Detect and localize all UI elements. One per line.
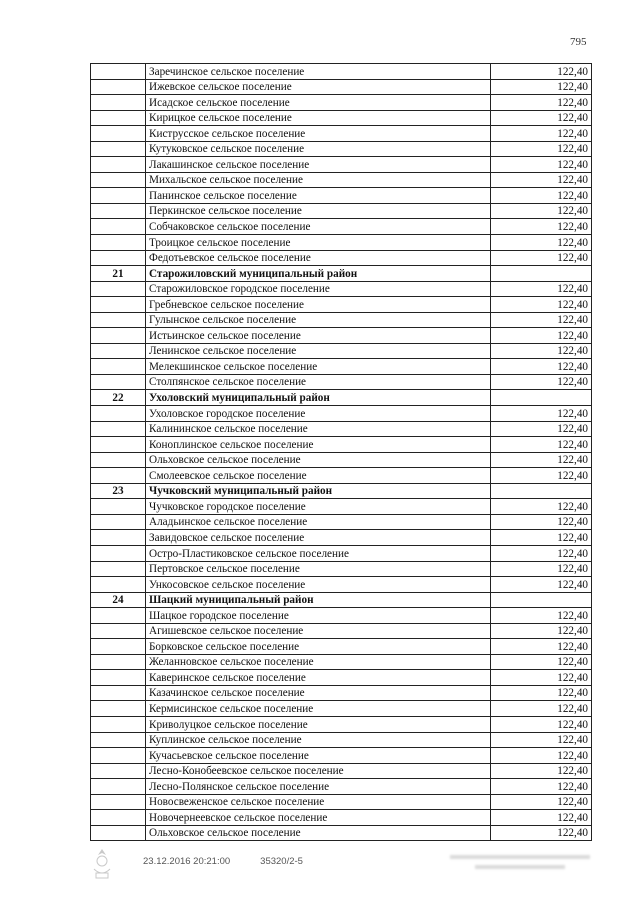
table-row: [91, 545, 592, 561]
settlement-value: 122,40: [491, 577, 592, 593]
settlement-name: Столпянское сельское поселение: [146, 374, 491, 390]
settlement-name: Истьинское сельское поселение: [146, 328, 491, 344]
row-number: [91, 79, 146, 95]
row-number: [91, 328, 146, 344]
settlement-value: 122,40: [491, 343, 592, 359]
settlement-value: 122,40: [491, 172, 592, 188]
row-number: [91, 577, 146, 593]
settlement-name: Куплинское сельское поселение: [146, 732, 491, 748]
row-number: [91, 452, 146, 468]
table-row: [91, 374, 592, 390]
settlement-name: Лесно-Полянское сельское поселение: [146, 779, 491, 795]
settlements-table: [90, 63, 592, 841]
settlement-name: Ольховское сельское поселение: [146, 452, 491, 468]
settlement-value: 122,40: [491, 685, 592, 701]
row-number: [91, 172, 146, 188]
row-number: [91, 608, 146, 624]
settlement-name: Калининское сельское поселение: [146, 421, 491, 437]
table-row: [91, 157, 592, 173]
settlement-name: Ижевское сельское поселение: [146, 79, 491, 95]
settlement-value: 122,40: [491, 623, 592, 639]
row-number: [91, 530, 146, 546]
settlement-value: 122,40: [491, 670, 592, 686]
watermark: [450, 852, 590, 874]
footer-doc-code: 35320/2-5: [260, 856, 303, 867]
table-row: [91, 437, 592, 453]
settlement-value: 122,40: [491, 64, 592, 80]
row-number: [91, 623, 146, 639]
table-row: [91, 297, 592, 313]
settlement-name: Старожиловское городское поселение: [146, 281, 491, 297]
table-row: [91, 748, 592, 764]
settlement-value: [491, 390, 592, 406]
settlement-value: 122,40: [491, 126, 592, 142]
row-number: [91, 468, 146, 484]
table-row: [91, 794, 592, 810]
row-number: 21: [91, 266, 146, 282]
settlement-value: 122,40: [491, 639, 592, 655]
table-row: [91, 499, 592, 515]
settlement-name: Каверинское сельское поселение: [146, 670, 491, 686]
settlement-name: Лакашинское сельское поселение: [146, 157, 491, 173]
row-number: [91, 670, 146, 686]
settlement-name: Криволуцкое сельское поселение: [146, 716, 491, 732]
row-number: [91, 716, 146, 732]
settlement-value: 122,40: [491, 545, 592, 561]
row-number: [91, 779, 146, 795]
settlement-name: Ухоловский муниципальный район: [146, 390, 491, 406]
row-number: 22: [91, 390, 146, 406]
settlement-value: 122,40: [491, 437, 592, 453]
table-row: [91, 685, 592, 701]
settlement-name: Новочернеевское сельское поселение: [146, 810, 491, 826]
district-row: [91, 266, 592, 282]
settlement-name: Смолеевское сельское поселение: [146, 468, 491, 484]
settlement-name: Кучасьевское сельское поселение: [146, 748, 491, 764]
settlement-value: 122,40: [491, 530, 592, 546]
settlement-value: 122,40: [491, 810, 592, 826]
table-row: [91, 763, 592, 779]
settlement-value: 122,40: [491, 312, 592, 328]
settlement-name: Новосвеженское сельское поселение: [146, 794, 491, 810]
settlement-value: 122,40: [491, 452, 592, 468]
table-row: [91, 312, 592, 328]
settlement-name: Федотьевское сельское поселение: [146, 250, 491, 266]
row-number: [91, 281, 146, 297]
settlement-value: 122,40: [491, 514, 592, 530]
row-number: [91, 359, 146, 375]
table-row: [91, 203, 592, 219]
table-row: [91, 561, 592, 577]
row-number: [91, 235, 146, 251]
row-number: 23: [91, 483, 146, 499]
settlement-name: Панинское сельское поселение: [146, 188, 491, 204]
settlement-value: 122,40: [491, 188, 592, 204]
row-number: [91, 654, 146, 670]
page-number: 795: [570, 36, 587, 48]
settlement-value: 122,40: [491, 794, 592, 810]
settlement-name: Шацкий муниципальный район: [146, 592, 491, 608]
row-number: [91, 685, 146, 701]
row-number: [91, 748, 146, 764]
settlement-name: Желанновское сельское поселение: [146, 654, 491, 670]
footer: [143, 856, 303, 867]
row-number: [91, 639, 146, 655]
settlement-name: Михальское сельское поселение: [146, 172, 491, 188]
table-row: [91, 95, 592, 111]
row-number: [91, 437, 146, 453]
table-row: [91, 64, 592, 80]
footer-timestamp: 23.12.2016 20:21:00: [143, 856, 231, 867]
table-row: [91, 825, 592, 841]
settlement-name: Троицкое сельское поселение: [146, 235, 491, 251]
row-number: [91, 141, 146, 157]
table-row: [91, 188, 592, 204]
settlement-value: 122,40: [491, 406, 592, 422]
settlement-value: 122,40: [491, 141, 592, 157]
settlement-name: Собчаковское сельское поселение: [146, 219, 491, 235]
settlement-value: 122,40: [491, 701, 592, 717]
table-row: [91, 716, 592, 732]
settlement-value: 122,40: [491, 561, 592, 577]
table-row: [91, 110, 592, 126]
table-row: [91, 701, 592, 717]
settlement-name: Заречинское сельское поселение: [146, 64, 491, 80]
row-number: [91, 421, 146, 437]
table-row: [91, 468, 592, 484]
settlement-value: 122,40: [491, 421, 592, 437]
table-row: [91, 281, 592, 297]
table-row: [91, 328, 592, 344]
settlement-value: 122,40: [491, 95, 592, 111]
table-row: [91, 421, 592, 437]
row-number: [91, 406, 146, 422]
table-row: [91, 406, 592, 422]
row-number: [91, 794, 146, 810]
row-number: [91, 95, 146, 111]
settlement-name: Киструсское сельское поселение: [146, 126, 491, 142]
table-row: [91, 452, 592, 468]
table-row: [91, 219, 592, 235]
settlement-name: Кутуковское сельское поселение: [146, 141, 491, 157]
table-row: [91, 530, 592, 546]
table-row: [91, 126, 592, 142]
table-row: [91, 779, 592, 795]
settlement-value: 122,40: [491, 219, 592, 235]
settlement-value: 122,40: [491, 825, 592, 841]
settlement-value: 122,40: [491, 716, 592, 732]
row-number: [91, 499, 146, 515]
table-row: [91, 250, 592, 266]
table-row: [91, 172, 592, 188]
table-row: [91, 514, 592, 530]
row-number: [91, 514, 146, 530]
settlement-name: Мелекшинское сельское поселение: [146, 359, 491, 375]
settlement-name: Лесно-Конобеевское сельское поселение: [146, 763, 491, 779]
table-row: [91, 639, 592, 655]
table-row: [91, 577, 592, 593]
settlement-value: 122,40: [491, 779, 592, 795]
table-row: [91, 141, 592, 157]
settlement-value: 122,40: [491, 763, 592, 779]
table-row: [91, 810, 592, 826]
row-number: [91, 825, 146, 841]
row-number: [91, 374, 146, 390]
table-row: [91, 343, 592, 359]
settlement-name: Шацкое городское поселение: [146, 608, 491, 624]
settlement-value: [491, 592, 592, 608]
row-number: [91, 188, 146, 204]
settlement-value: 122,40: [491, 297, 592, 313]
district-row: [91, 592, 592, 608]
emblem-icon: [88, 847, 116, 881]
table-body: [91, 64, 592, 841]
row-number: [91, 732, 146, 748]
settlement-value: 122,40: [491, 328, 592, 344]
settlement-value: 122,40: [491, 608, 592, 624]
settlement-name: Гребневское сельское поселение: [146, 297, 491, 313]
table-row: [91, 623, 592, 639]
row-number: [91, 219, 146, 235]
settlement-name: Гулынское сельское поселение: [146, 312, 491, 328]
settlement-name: Пертовское сельское поселение: [146, 561, 491, 577]
table-row: [91, 670, 592, 686]
settlement-value: 122,40: [491, 281, 592, 297]
settlement-value: [491, 483, 592, 499]
settlement-name: Чучковский муниципальный район: [146, 483, 491, 499]
settlement-value: 122,40: [491, 110, 592, 126]
table-row: [91, 359, 592, 375]
row-number: 24: [91, 592, 146, 608]
row-number: [91, 312, 146, 328]
settlement-name: Исадское сельское поселение: [146, 95, 491, 111]
table-row: [91, 732, 592, 748]
settlement-value: 122,40: [491, 732, 592, 748]
table-row: [91, 654, 592, 670]
settlement-name: Ункосовское сельское поселение: [146, 577, 491, 593]
row-number: [91, 126, 146, 142]
settlement-value: 122,40: [491, 203, 592, 219]
settlement-name: Завидовское сельское поселение: [146, 530, 491, 546]
settlement-value: 122,40: [491, 235, 592, 251]
settlement-name: Перкинское сельское поселение: [146, 203, 491, 219]
settlement-name: Казачинское сельское поселение: [146, 685, 491, 701]
settlement-name: Ухоловское городское поселение: [146, 406, 491, 422]
settlement-name: Ленинское сельское поселение: [146, 343, 491, 359]
settlement-value: [491, 266, 592, 282]
settlement-name: Старожиловский муниципальный район: [146, 266, 491, 282]
settlement-name: Борковское сельское поселение: [146, 639, 491, 655]
settlement-value: 122,40: [491, 157, 592, 173]
settlement-name: Аладьинское сельское поселение: [146, 514, 491, 530]
settlement-name: Остро-Пластиковское сельское поселение: [146, 545, 491, 561]
row-number: [91, 297, 146, 313]
table-row: [91, 608, 592, 624]
settlement-value: 122,40: [491, 250, 592, 266]
row-number: [91, 157, 146, 173]
settlement-name: Кирицкое сельское поселение: [146, 110, 491, 126]
row-number: [91, 701, 146, 717]
row-number: [91, 545, 146, 561]
row-number: [91, 343, 146, 359]
district-row: [91, 483, 592, 499]
settlement-name: Ольховское сельское поселение: [146, 825, 491, 841]
table-row: [91, 79, 592, 95]
row-number: [91, 110, 146, 126]
settlement-value: 122,40: [491, 374, 592, 390]
row-number: [91, 64, 146, 80]
settlement-name: Чучковское городское поселение: [146, 499, 491, 515]
row-number: [91, 250, 146, 266]
settlement-value: 122,40: [491, 79, 592, 95]
district-row: [91, 390, 592, 406]
row-number: [91, 561, 146, 577]
table-row: [91, 235, 592, 251]
settlement-name: Кермисинское сельское поселение: [146, 701, 491, 717]
settlement-value: 122,40: [491, 468, 592, 484]
settlement-name: Агишевское сельское поселение: [146, 623, 491, 639]
settlement-value: 122,40: [491, 748, 592, 764]
row-number: [91, 203, 146, 219]
settlement-value: 122,40: [491, 654, 592, 670]
settlement-value: 122,40: [491, 499, 592, 515]
settlement-name: Коноплинское сельское поселение: [146, 437, 491, 453]
settlement-value: 122,40: [491, 359, 592, 375]
row-number: [91, 810, 146, 826]
row-number: [91, 763, 146, 779]
